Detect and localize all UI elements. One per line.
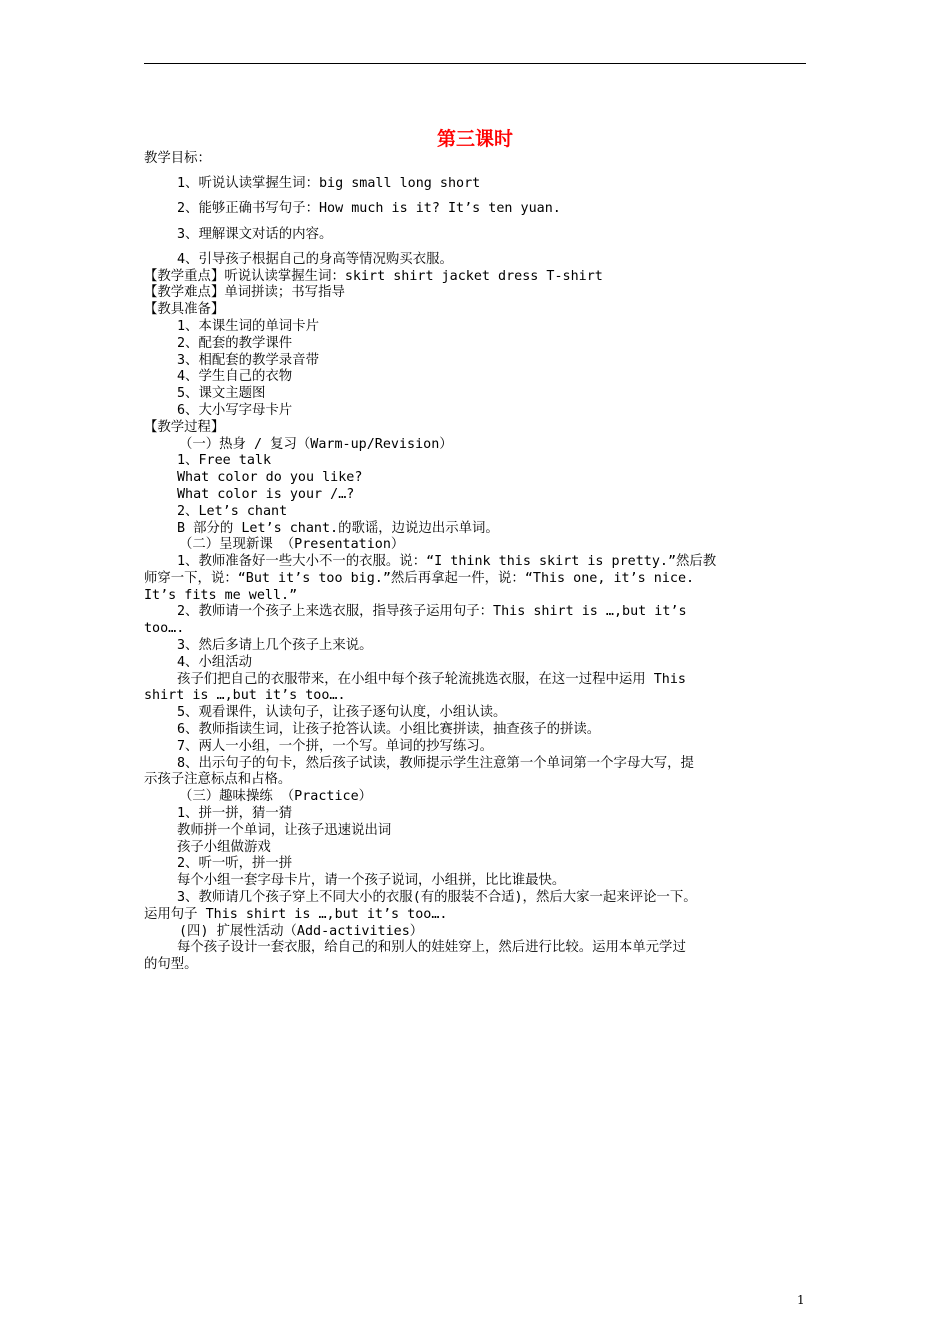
text-line: 5、课文主题图 xyxy=(177,386,266,402)
line-spacer xyxy=(144,218,808,226)
text-line: 孩子们把自己的衣服带来，在小组中每个孩子轮流挑选衣服，在这一过程中运用 This xyxy=(177,671,686,687)
text-line: 3、相配套的教学录音带 xyxy=(177,352,319,368)
text-line: 1、本课生词的单词卡片 xyxy=(177,318,319,334)
text-line: shirt is …,but it’s too…. xyxy=(144,688,346,704)
text-line: （一）热身 / 复习（Warm-up/Revision） xyxy=(179,436,453,452)
text-line: 教师拼一个单词，让孩子迅速说出词 xyxy=(177,822,392,838)
text-line: 示孩子注意标点和占格。 xyxy=(144,772,292,788)
text-line: 2、Let’s chant xyxy=(177,503,288,519)
text-line: 每个小组一套字母卡片，请一个孩子说词，小组拼，比比谁最快。 xyxy=(177,873,566,889)
text-line: It’s fits me well.” xyxy=(144,587,298,603)
text-line: B 部分的 Let’s chant.的歌谣，边说边出示单词。 xyxy=(177,520,499,536)
text-line: 3、理解课文对话的内容。 xyxy=(177,226,333,242)
text-line: 1、拼一拼，猜一猜 xyxy=(177,806,293,822)
text-line: 【教学难点】单词拼读；书写指导 xyxy=(144,285,345,301)
text-line: 3、然后多请上几个孩子上来说。 xyxy=(177,638,373,654)
text-line: 3、教师请几个孩子穿上不同大小的衣服(有的服装不合适)，然后大家一起来评论一下。 xyxy=(177,890,697,906)
text-line: 1、听说认读掌握生词：big small long short xyxy=(177,176,481,192)
text-line: 每个孩子设计一套衣服，给自己的和别人的娃娃穿上，然后进行比较。运用本单元学过 xyxy=(177,940,686,956)
text-line: 教学目标： xyxy=(144,151,211,166)
text-line: 2、能够正确书写句子：How much is it? It’s ten yuan. xyxy=(177,201,561,217)
text-line: What color is your /…? xyxy=(177,486,355,502)
text-line: 孩子小组做游戏 xyxy=(177,839,271,855)
text-line: 8、出示句子的句卡，然后孩子试读，教师提示学生注意第一个单词第一个字母大写，提 xyxy=(177,755,694,771)
text-line: 师穿一下，说：“But it’s too big.”然后再拿起一件，说：“This one, it’s nice. xyxy=(144,570,695,586)
text-line: What color do you like? xyxy=(177,470,363,486)
text-line: 的句型。 xyxy=(144,957,198,973)
text-line: 4、学生自己的衣物 xyxy=(177,369,293,385)
header-rule xyxy=(144,63,806,64)
text-line: 2、教师请一个孩子上来选衣服，指导孩子运用句子：This shirt is …,but it’s xyxy=(177,604,687,620)
text-line: （二）呈现新课 （Presentation） xyxy=(179,537,405,553)
text-line: 4、引导孩子根据自己的身高等情况购买衣服。 xyxy=(177,251,453,267)
text-line: 运用句子 This shirt is …,but it’s too…. xyxy=(144,906,448,922)
text-line: 2、配套的教学课件 xyxy=(177,335,293,351)
text-line: (四) 扩展性活动（Add-activities） xyxy=(179,923,424,939)
text-line: too…. xyxy=(144,621,185,637)
lesson-title: 第三课时 xyxy=(436,128,513,150)
text-line: 6、教师指读生词，让孩子抢答认读。小组比赛拼读，抽查孩子的拼读。 xyxy=(177,722,601,738)
text-line: 【教具准备】 xyxy=(144,302,225,318)
line-spacer xyxy=(144,243,808,251)
text-line: 1、Free talk xyxy=(177,453,272,469)
page-number: 1 xyxy=(797,1293,805,1307)
lesson-body xyxy=(144,151,808,974)
text-line: （三）趣味操练 （Practice） xyxy=(179,789,373,805)
line-spacer xyxy=(144,168,808,176)
text-line: 6、大小写字母卡片 xyxy=(177,402,293,418)
text-line: 【教学重点】听说认读掌握生词：skirt shirt jacket dress T-shirt xyxy=(144,268,603,284)
text-line: 7、两人一小组，一个拼，一个写。单词的抄写练习。 xyxy=(177,738,494,754)
text-line: 【教学过程】 xyxy=(144,419,225,435)
text-line: 5、观看课件，认读句子，让孩子逐句认度，小组认读。 xyxy=(177,705,507,721)
text-line: 1、教师准备好一些大小不一的衣服。说：“I think this skirt is pretty.”然后教 xyxy=(177,554,717,570)
text-line: 2、听一听，拼一拼 xyxy=(177,856,293,872)
text-line: 4、小组活动 xyxy=(177,654,253,670)
